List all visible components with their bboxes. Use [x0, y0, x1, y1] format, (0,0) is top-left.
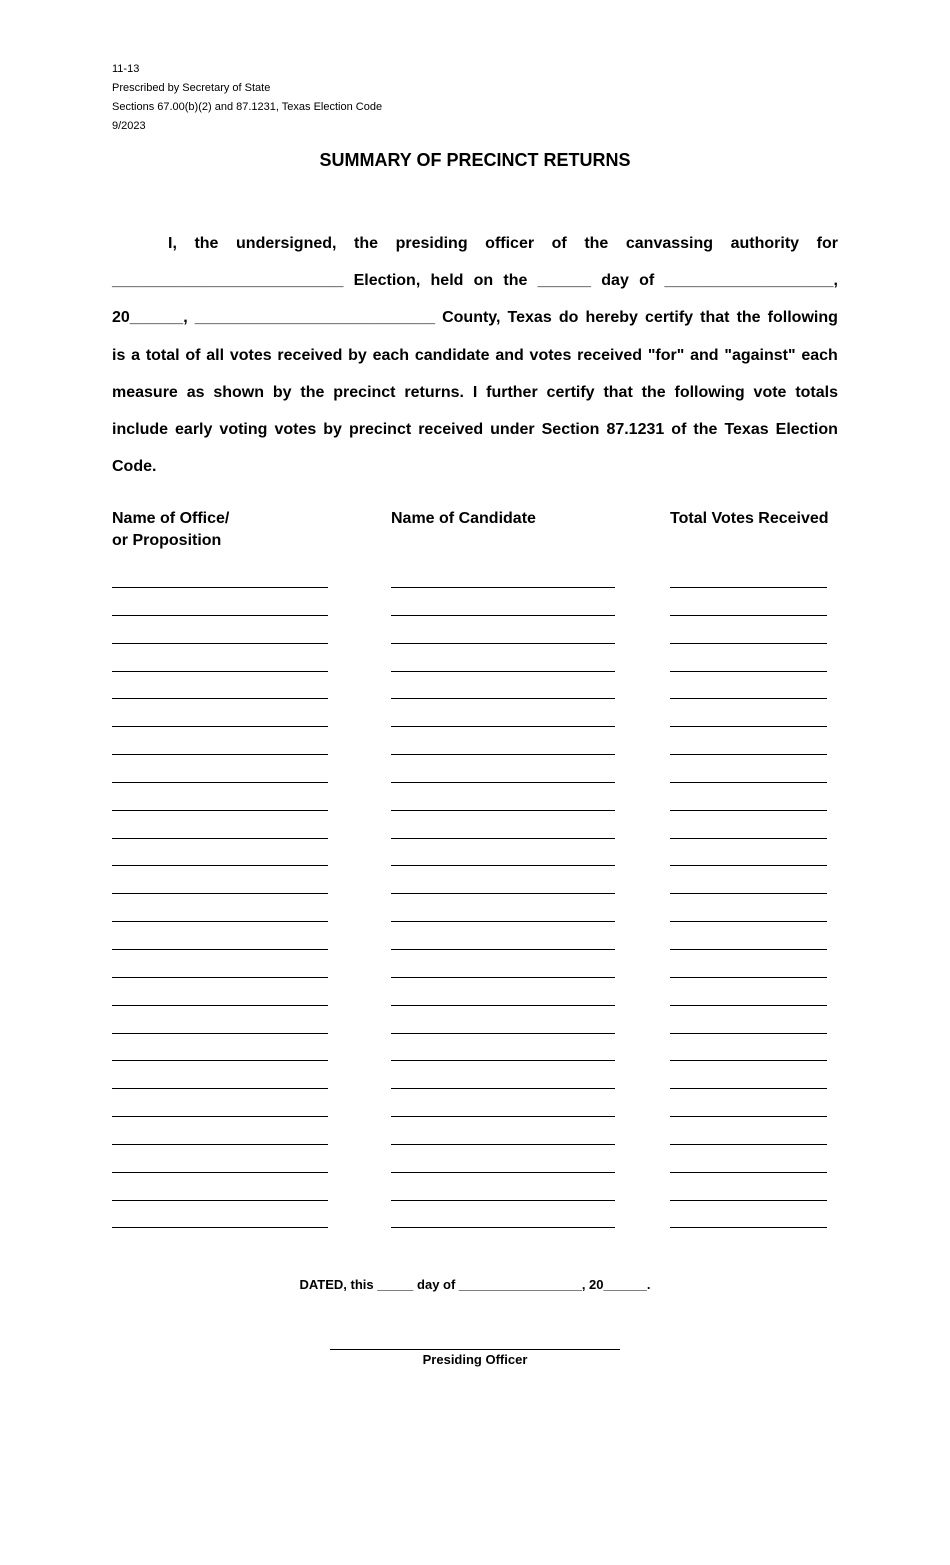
cert-word: 87.1231: [606, 421, 665, 439]
candidate-blank-line[interactable]: [391, 838, 615, 839]
column-header-candidate: Name of Candidate: [391, 510, 536, 527]
office-blank-line[interactable]: [112, 865, 328, 866]
votes-blank-line[interactable]: [670, 754, 827, 755]
votes-blank-line[interactable]: [670, 615, 827, 616]
form-date: 9/2023: [112, 120, 146, 132]
table-row: [0, 893, 950, 921]
office-blank-line[interactable]: [112, 838, 328, 839]
cert-line-4: [112, 337, 838, 374]
cert-word: presiding: [395, 235, 468, 252]
entry-table: [0, 587, 950, 1255]
votes-blank-line[interactable]: [670, 921, 827, 922]
cert-word: early: [175, 421, 213, 439]
cert-word: the: [584, 235, 609, 252]
cert-word: is: [112, 346, 126, 364]
code-sections: Sections 67.00(b)(2) and 87.1231, Texas Election Code: [112, 101, 383, 113]
cert-line-1: [112, 225, 838, 262]
form-number: 11-13: [112, 63, 140, 75]
office-blank-line[interactable]: [112, 1088, 328, 1089]
cert-word: vote: [753, 383, 787, 401]
cert-word: each: [801, 346, 838, 364]
votes-blank-line[interactable]: [670, 587, 827, 588]
office-blank-line[interactable]: [112, 1172, 328, 1173]
cert-word: by: [348, 346, 367, 364]
cert-word: of: [639, 272, 655, 290]
table-row: [0, 587, 950, 615]
cert-word: I: [472, 383, 478, 401]
candidate-blank-line[interactable]: [391, 754, 615, 755]
votes-blank-line[interactable]: [670, 1116, 827, 1117]
office-blank-line[interactable]: [112, 726, 328, 727]
office-blank-line[interactable]: [112, 587, 328, 588]
cert-word: the: [736, 309, 761, 327]
cert-word: a: [131, 346, 141, 364]
cert-word: votes: [529, 346, 572, 364]
certification-paragraph: [112, 225, 838, 485]
votes-blank-line[interactable]: [670, 865, 827, 866]
table-row: [0, 1144, 950, 1172]
cert-word: held: [430, 272, 464, 290]
cert-word: votes: [229, 346, 272, 364]
cert-word: received: [577, 346, 643, 364]
cert-word: following: [767, 309, 838, 327]
votes-blank-line[interactable]: [670, 643, 827, 644]
candidate-blank-line[interactable]: [391, 1116, 615, 1117]
candidate-blank-line[interactable]: [391, 615, 615, 616]
votes-blank-line[interactable]: [670, 977, 827, 978]
cert-word: hereby: [585, 309, 638, 327]
cert-word: the: [194, 235, 219, 252]
candidate-blank-line[interactable]: [391, 893, 615, 894]
candidate-blank-line[interactable]: [391, 671, 615, 672]
office-blank-line[interactable]: [112, 810, 328, 811]
dated-line: DATED, this _____ day of _________________, 20______.: [299, 1277, 651, 1292]
votes-blank-line[interactable]: [670, 1144, 827, 1145]
cert-word: "for": [647, 346, 685, 364]
candidate-blank-line[interactable]: [391, 1033, 615, 1034]
table-row: [0, 838, 950, 866]
votes-blank-line[interactable]: [670, 698, 827, 699]
cert-word: of: [551, 235, 567, 252]
table-row: [0, 671, 950, 699]
signature-line[interactable]: [330, 1349, 620, 1350]
table-row: [0, 1033, 950, 1061]
cert-word: do: [558, 309, 579, 327]
table-row: [0, 865, 950, 893]
cert-word: votes: [274, 421, 317, 439]
candidate-blank-line[interactable]: [391, 949, 615, 950]
page-title: SUMMARY OF PRECINCT RETURNS: [319, 150, 631, 170]
cert-word: "against": [724, 346, 796, 364]
column-header-office-line1: Name of Office/: [112, 510, 230, 527]
cert-word: Section: [541, 421, 600, 439]
cert-word: the: [693, 421, 718, 439]
votes-blank-line[interactable]: [670, 893, 827, 894]
votes-blank-line[interactable]: [670, 1005, 827, 1006]
cert-word: Texas: [724, 421, 769, 439]
candidate-blank-line[interactable]: [391, 921, 615, 922]
votes-blank-line[interactable]: [670, 726, 827, 727]
cert-word: that: [603, 383, 633, 401]
cert-word: I,: [168, 235, 177, 252]
table-row: [0, 977, 950, 1005]
table-row: [0, 1172, 950, 1200]
office-blank-line[interactable]: [112, 949, 328, 950]
fill-in-blank[interactable]: ______: [537, 272, 592, 290]
candidate-blank-line[interactable]: [391, 782, 615, 783]
table-row: [0, 698, 950, 726]
votes-blank-line[interactable]: [670, 949, 827, 950]
cert-word: Code.: [112, 458, 157, 476]
office-blank-line[interactable]: [112, 1005, 328, 1006]
fill-in-blank[interactable]: ___________________,: [664, 272, 838, 290]
votes-blank-line[interactable]: [670, 1200, 827, 1201]
office-blank-line[interactable]: [112, 1144, 328, 1145]
column-header-office: [112, 508, 352, 552]
table-row: [0, 810, 950, 838]
cert-word: certify: [645, 309, 694, 327]
cert-line-5: [112, 374, 838, 411]
fill-in-blank[interactable]: ___________________________: [194, 309, 435, 327]
cert-word: as: [186, 383, 205, 401]
cert-word: of: [185, 346, 201, 364]
cert-word: each: [372, 346, 410, 364]
cert-word: candidate: [414, 346, 490, 364]
table-row: [0, 615, 950, 643]
prescribed-by: Prescribed by Secretary of State: [112, 82, 271, 94]
cert-word: include: [112, 421, 169, 439]
office-blank-line[interactable]: [112, 1200, 328, 1201]
office-blank-line[interactable]: [112, 754, 328, 755]
table-row: [0, 1116, 950, 1144]
cert-word: Election,: [353, 272, 421, 290]
form-header: [112, 60, 382, 136]
votes-blank-line[interactable]: [670, 1227, 827, 1228]
office-blank-line[interactable]: [112, 643, 328, 644]
cert-word: the: [503, 272, 528, 290]
cert-word: for: [816, 235, 838, 252]
cert-word: the: [354, 235, 379, 252]
table-row: [0, 782, 950, 810]
votes-blank-line[interactable]: [670, 1033, 827, 1034]
cert-word: the: [300, 383, 325, 401]
table-row: [0, 643, 950, 671]
votes-blank-line[interactable]: [670, 1060, 827, 1061]
cert-word: Election: [775, 421, 838, 439]
column-header-office-line2: or Proposition: [112, 532, 222, 549]
cert-word: County,: [442, 309, 501, 327]
office-blank-line[interactable]: [112, 698, 328, 699]
table-row: [0, 1227, 950, 1255]
cert-word: of: [671, 421, 687, 439]
office-blank-line[interactable]: [112, 893, 328, 894]
cert-line-7: [112, 448, 838, 485]
office-blank-line[interactable]: [112, 1116, 328, 1117]
candidate-blank-line[interactable]: [391, 698, 615, 699]
cert-word: total: [145, 346, 180, 364]
cert-word: measure: [112, 383, 178, 401]
table-row: [0, 1005, 950, 1033]
cert-line-2: [112, 262, 838, 299]
candidate-blank-line[interactable]: [391, 977, 615, 978]
candidate-blank-line[interactable]: [391, 643, 615, 644]
cert-word: the: [641, 383, 666, 401]
office-blank-line[interactable]: [112, 921, 328, 922]
office-blank-line[interactable]: [112, 615, 328, 616]
cert-line-6: [112, 411, 838, 448]
cert-word: precinct: [348, 421, 412, 439]
office-blank-line[interactable]: [112, 1227, 328, 1228]
column-header-votes: Total Votes Received: [670, 510, 829, 527]
cert-word: received: [277, 346, 343, 364]
candidate-blank-line[interactable]: [391, 1060, 615, 1061]
office-blank-line[interactable]: [112, 671, 328, 672]
table-row: [0, 1088, 950, 1116]
cert-word: authority: [730, 235, 800, 252]
candidate-blank-line[interactable]: [391, 1200, 615, 1201]
table-row: [0, 949, 950, 977]
cert-word: day: [601, 272, 629, 290]
candidate-blank-line[interactable]: [391, 587, 615, 588]
cert-word: Texas: [507, 309, 552, 327]
cert-word: precinct: [333, 383, 396, 401]
table-row: [0, 754, 950, 782]
fill-in-blank[interactable]: 20______,: [112, 309, 188, 327]
candidate-blank-line[interactable]: [391, 726, 615, 727]
fill-in-blank[interactable]: __________________________: [112, 272, 344, 290]
candidate-blank-line[interactable]: [391, 810, 615, 811]
candidate-blank-line[interactable]: [391, 1088, 615, 1089]
candidate-blank-line[interactable]: [391, 865, 615, 866]
cert-word: certify: [546, 383, 595, 401]
votes-blank-line[interactable]: [670, 1172, 827, 1173]
cert-word: that: [700, 309, 730, 327]
table-row: [0, 1200, 950, 1228]
cert-word: shown: [213, 383, 265, 401]
cert-word: totals: [795, 383, 838, 401]
office-blank-line[interactable]: [112, 1060, 328, 1061]
cert-word: and: [495, 346, 524, 364]
signature-label: Presiding Officer: [422, 1352, 528, 1367]
cert-word: further: [486, 383, 538, 401]
table-row: [0, 921, 950, 949]
cert-word: following: [674, 383, 745, 401]
cert-word: on: [473, 272, 494, 290]
cert-word: all: [206, 346, 225, 364]
cert-word: by: [272, 383, 292, 401]
office-blank-line[interactable]: [112, 977, 328, 978]
votes-blank-line[interactable]: [670, 810, 827, 811]
cert-line-3: [112, 299, 838, 336]
votes-blank-line[interactable]: [670, 838, 827, 839]
cert-word: by: [323, 421, 342, 439]
cert-word: undersigned,: [236, 235, 337, 252]
votes-blank-line[interactable]: [670, 782, 827, 783]
office-blank-line[interactable]: [112, 782, 328, 783]
cert-word: canvassing: [625, 235, 714, 252]
candidate-blank-line[interactable]: [391, 1227, 615, 1228]
cert-word: voting: [219, 421, 268, 439]
votes-blank-line[interactable]: [670, 671, 827, 672]
table-row: [0, 1060, 950, 1088]
office-blank-line[interactable]: [112, 1033, 328, 1034]
votes-blank-line[interactable]: [670, 1088, 827, 1089]
candidate-blank-line[interactable]: [391, 1144, 615, 1145]
cert-word: and: [690, 346, 719, 364]
cert-word: returns.: [404, 383, 464, 401]
table-row: [0, 726, 950, 754]
candidate-blank-line[interactable]: [391, 1005, 615, 1006]
cert-word: under: [490, 421, 535, 439]
candidate-blank-line[interactable]: [391, 1172, 615, 1173]
cert-word: officer: [485, 235, 535, 252]
cert-word: received: [418, 421, 484, 439]
